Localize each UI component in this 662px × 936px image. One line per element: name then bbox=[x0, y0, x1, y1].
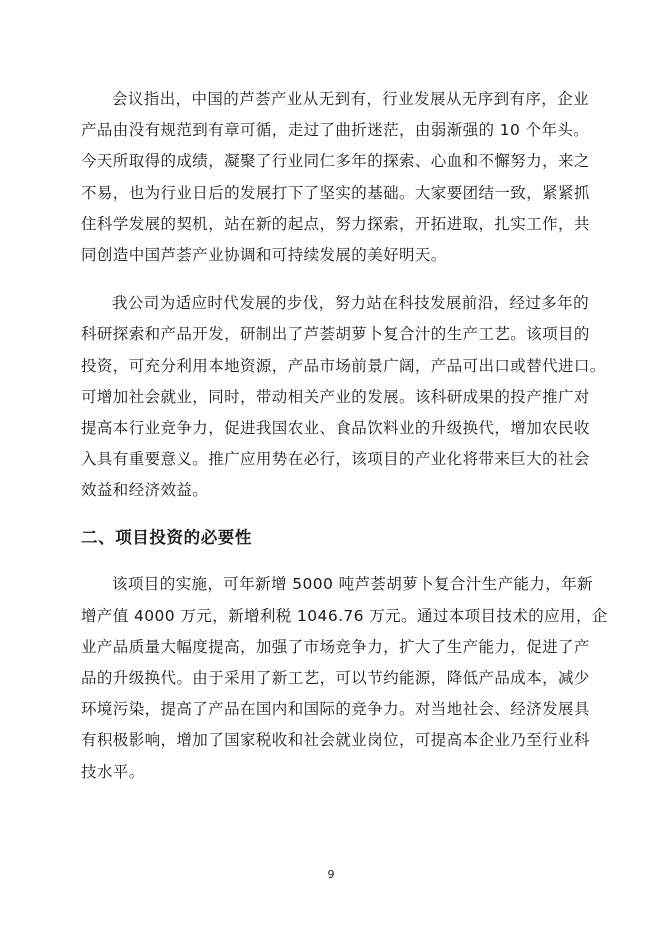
paragraph-line: 效益和经济效益。 bbox=[81, 481, 209, 500]
paragraph-line: 环境污染，提高了产品在国内和国际的竞争力。对当地社会、经济发展具 bbox=[81, 700, 590, 719]
paragraph-line: 产品由没有规范到有章可循，走过了曲折迷茫，由弱渐强的 10 个年头。 bbox=[81, 121, 590, 140]
page-content bbox=[81, 84, 608, 788]
paragraph-line: 住科学发展的契机，站在新的起点，努力探索，开拓进取，扎实工作，共 bbox=[81, 214, 590, 233]
page-number: 9 bbox=[327, 868, 335, 881]
paragraph-line: 我公司为适应时代发展的步伐，努力站在科技发展前沿，经过多年的 bbox=[112, 294, 590, 313]
paragraph-spacer bbox=[81, 271, 581, 288]
paragraph-line: 品的升级换代。由于采用了新工艺，可以节约能源，降低产品成本，减少 bbox=[81, 669, 590, 687]
paragraph-investment-necessity bbox=[81, 569, 608, 787]
heading-spacer bbox=[81, 553, 581, 569]
paragraph-line: 同创造中国芦荟产业协调和可持续发展的美好明天。 bbox=[81, 245, 447, 264]
paragraph-line: 科研探索和产品开发，研制出了芦荟胡萝卜复合汁的生产工艺。该项目的 bbox=[81, 325, 590, 344]
paragraph-line: 技水平。 bbox=[81, 762, 145, 781]
paragraph-meeting-summary bbox=[81, 84, 590, 271]
paragraph-line: 可增加社会就业，同时，带动相关产业的发展。该科研成果的投产推广对 bbox=[81, 387, 590, 406]
paragraph-line: 业产品质量大幅度提高，加强了市场竞争力，扩大了生产能力，促进了产 bbox=[81, 637, 590, 656]
paragraph-line: 投资，可充分利用本地资源，产品市场前景广阔，产品可出口或替代进口。 bbox=[81, 356, 606, 375]
paragraph-line: 入具有重要意义。推广应用势在必行，该项目的产业化将带来巨大的社会 bbox=[81, 450, 590, 469]
paragraph-line: 该项目的实施，可年新增 5000 吨芦荟胡萝卜复合汁生产能力，年新 bbox=[112, 575, 594, 594]
paragraph-company-project bbox=[81, 288, 606, 506]
heading-spacer bbox=[81, 506, 581, 522]
paragraph-line: 不易，也为行业日后的发展打下了坚实的基础。大家要团结一致，紧紧抓 bbox=[81, 183, 590, 202]
paragraph-line: 提高本行业竞争力，促进我国农业、食品饮料业的升级换代，增加农民收 bbox=[81, 418, 590, 437]
paragraph-line: 今天所取得的成绩，凝聚了行业同仁多年的探索、心血和不懈努力，来之 bbox=[81, 152, 590, 171]
paragraph-line: 增产值 4000 万元，新增利税 1046.76 万元。通过本项目技术的应用，企 bbox=[81, 606, 608, 625]
paragraph-line: 有积极影响，增加了国家税收和社会就业岗位，可提高本企业乃至行业科 bbox=[81, 731, 590, 750]
section-heading: 二、项目投资的必要性 bbox=[81, 528, 252, 548]
paragraph-line: 会议指出，中国的芦荟产业从无到有，行业发展从无序到有序，企业 bbox=[112, 90, 590, 108]
